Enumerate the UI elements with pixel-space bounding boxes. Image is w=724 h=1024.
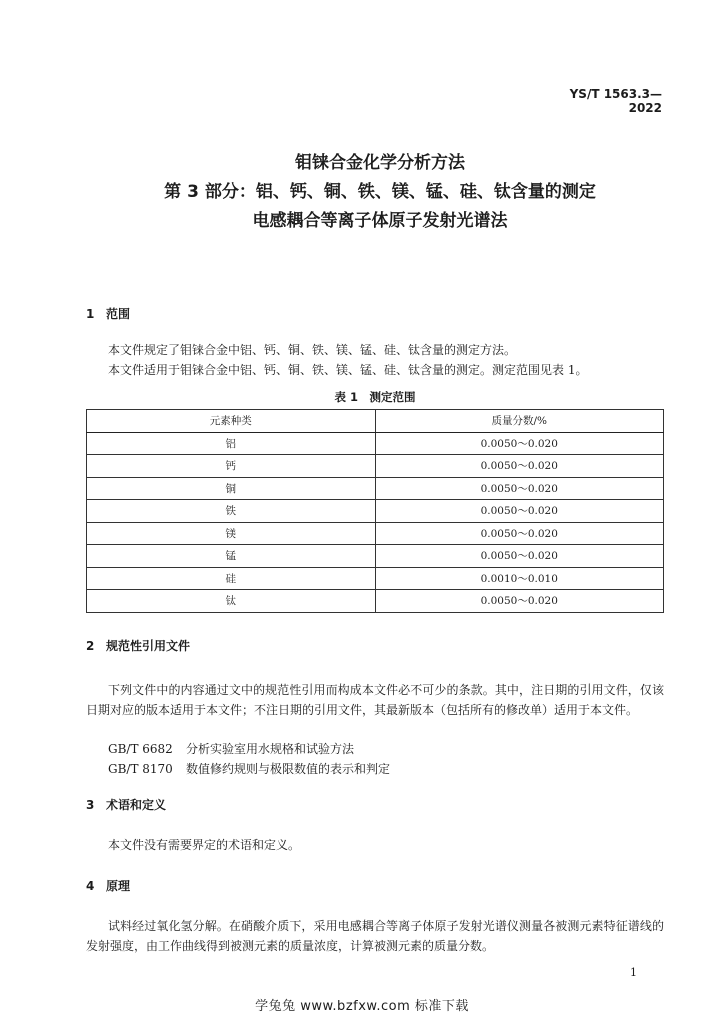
doc-title-line2: 第 3 部分：铝、钙、铜、铁、镁、锰、硅、钛含量的测定 (164, 182, 596, 202)
element-cell: 硅 (87, 567, 376, 590)
standard-number: YS/T 1563.3—2022 (569, 87, 662, 115)
section-number: 2 (86, 639, 95, 653)
reference-item (108, 739, 354, 759)
table-caption: 表 1 测定范围 (334, 390, 416, 404)
section-2-heading (86, 638, 190, 654)
reference-code: GB/T 8170 (108, 762, 173, 776)
table-row (87, 567, 664, 590)
section-3-para: 本文件没有需要界定的术语和定义。 (108, 838, 301, 852)
range-cell: 0.0050～0.020 (375, 432, 664, 455)
page-number: 1 (630, 966, 637, 979)
range-cell: 0.0050～0.020 (375, 500, 664, 523)
section-number: 3 (86, 798, 95, 812)
table-row (87, 522, 664, 545)
table-row (87, 500, 664, 523)
section-title: 范围 (106, 307, 131, 321)
reference-title: 数值修约规则与极限数值的表示和判定 (186, 762, 391, 776)
section-number: 4 (86, 879, 95, 893)
section-1-para2: 本文件适用于钼铼合金中铝、钙、铜、铁、镁、锰、硅、钛含量的测定。测定范围见表 1。 (108, 363, 588, 377)
table-row (87, 590, 664, 613)
reference-item (108, 759, 390, 779)
element-cell: 镁 (87, 522, 376, 545)
section-4-heading (86, 878, 130, 894)
column-header-element: 元素种类 (87, 410, 376, 433)
range-cell: 0.0010～0.010 (375, 567, 664, 590)
doc-title-line3: 电感耦合等离子体原子发射光谱法 (252, 211, 508, 231)
section-4-para: 试料经过氧化氢分解。在硝酸介质下，采用电感耦合等离子体原子发射光谱仪测量各被测元素特征谱线的发射强度，由工作曲线得到被测元素的质量浓度，计算被测元素的质量分数。 (86, 919, 664, 953)
element-cell: 钛 (87, 590, 376, 613)
range-cell: 0.0050～0.020 (375, 477, 664, 500)
element-cell: 钙 (87, 455, 376, 478)
reference-title: 分析实验室用水规格和试验方法 (186, 742, 355, 756)
section-title: 规范性引用文件 (106, 639, 191, 653)
table-header-row (87, 410, 664, 433)
section-title: 术语和定义 (106, 798, 167, 812)
column-header-mass-fraction: 质量分数/% (375, 410, 664, 433)
range-cell: 0.0050～0.020 (375, 545, 664, 568)
section-1-heading (86, 306, 130, 322)
section-number: 1 (86, 307, 95, 321)
element-cell: 铜 (87, 477, 376, 500)
element-cell: 铝 (87, 432, 376, 455)
element-cell: 锰 (87, 545, 376, 568)
table-row (87, 477, 664, 500)
reference-code: GB/T 6682 (108, 742, 173, 756)
section-1-para1: 本文件规定了钼铼合金中铝、钙、铜、铁、镁、锰、硅、钛含量的测定方法。 (108, 343, 517, 357)
range-cell: 0.0050～0.020 (375, 590, 664, 613)
range-cell: 0.0050～0.020 (375, 455, 664, 478)
range-cell: 0.0050～0.020 (375, 522, 664, 545)
table-row (87, 432, 664, 455)
doc-title-line1: 钼铼合金化学分析方法 (295, 153, 465, 173)
element-cell: 铁 (87, 500, 376, 523)
table-row (87, 455, 664, 478)
section-title: 原理 (106, 879, 131, 893)
section-2-para: 下列文件中的内容通过文中的规范性引用而构成本文件必不可少的条款。其中，注日期的引用文件，仅该日期对应的版本适用于本文件；不注日期的引用文件，其最新版本（包括所有的修改单）适用于本文件。 (86, 683, 664, 717)
footer-watermark: 学兔兔 www.bzfxw.com 标准下载 (255, 999, 469, 1014)
measurement-range-table (86, 409, 664, 613)
section-3-heading (86, 797, 166, 813)
table-row (87, 545, 664, 568)
